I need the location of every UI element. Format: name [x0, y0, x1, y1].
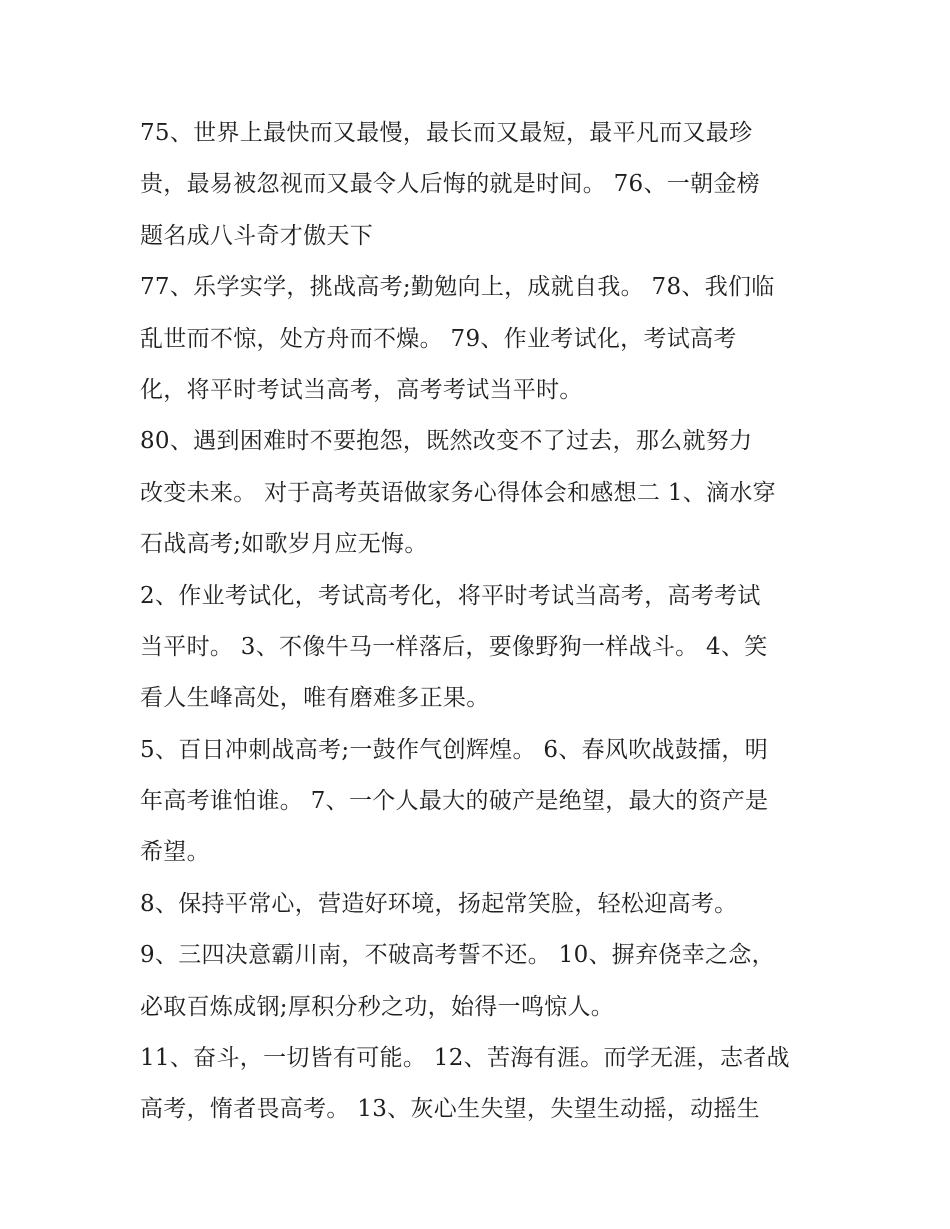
text-line: 5、百日冲刺战高考;一鼓作气创辉煌。 6、春风吹战鼓擂，明	[140, 736, 769, 763]
text-line: 75、世界上最快而又最慢，最长而又最短，最平凡而又最珍	[140, 120, 753, 146]
text-line: 希望。	[140, 839, 210, 866]
text-line: 11、奋斗，一切皆有可能。 12、苦海有涯。而学无涯，志者战	[140, 1045, 790, 1072]
text-line: 77、乐学实学，挑战高考;勤勉向上，成就自我。 78、我们临	[140, 274, 775, 301]
text-line: 化，将平时考试当高考，高考考试当平时。	[140, 376, 583, 403]
text-line: 9、三四决意霸川南，不破高考誓不还。 10、摒弃侥幸之念，	[140, 942, 775, 969]
text-line: 改变未来。 对于高考英语做家务心得体会和感想二 1、滴水穿	[140, 479, 776, 506]
text-line: 乱世而不惊，处方舟而不燥。 79、作业考试化，考试高考	[140, 325, 737, 352]
document-body	[140, 108, 820, 1136]
text-line: 必取百炼成钢;厚积分秒之功，始得一鸣惊人。	[140, 993, 615, 1020]
text-line: 贵，最易被忽视而又最令人后悔的就是时间。 76、一朝金榜	[140, 171, 760, 198]
text-line: 80、遇到困难时不要抱怨，既然改变不了过去，那么就努力	[140, 428, 753, 455]
text-line: 石战高考;如歌岁月应无悔。	[140, 531, 428, 558]
text-line: 看人生峰高处，唯有磨难多正果。	[140, 685, 490, 712]
text-line: 高考，惰者畏高考。 13、灰心生失望，失望生动摇，动摇生	[140, 1096, 760, 1123]
text-line: 题名成八斗奇才傲天下	[140, 222, 373, 249]
text-line: 年高考谁怕谁。 7、一个人最大的破产是绝望，最大的资产是	[140, 788, 769, 815]
text-line: 2、作业考试化，考试高考化，将平时考试当高考，高考考试	[140, 582, 761, 609]
text-line: 当平时。 3、不像牛马一样落后，要像野狗一样战斗。 4、笑	[140, 633, 768, 660]
text-line: 8、保持平常心，营造好环境，扬起常笑脸，轻松迎高考。	[140, 890, 738, 917]
